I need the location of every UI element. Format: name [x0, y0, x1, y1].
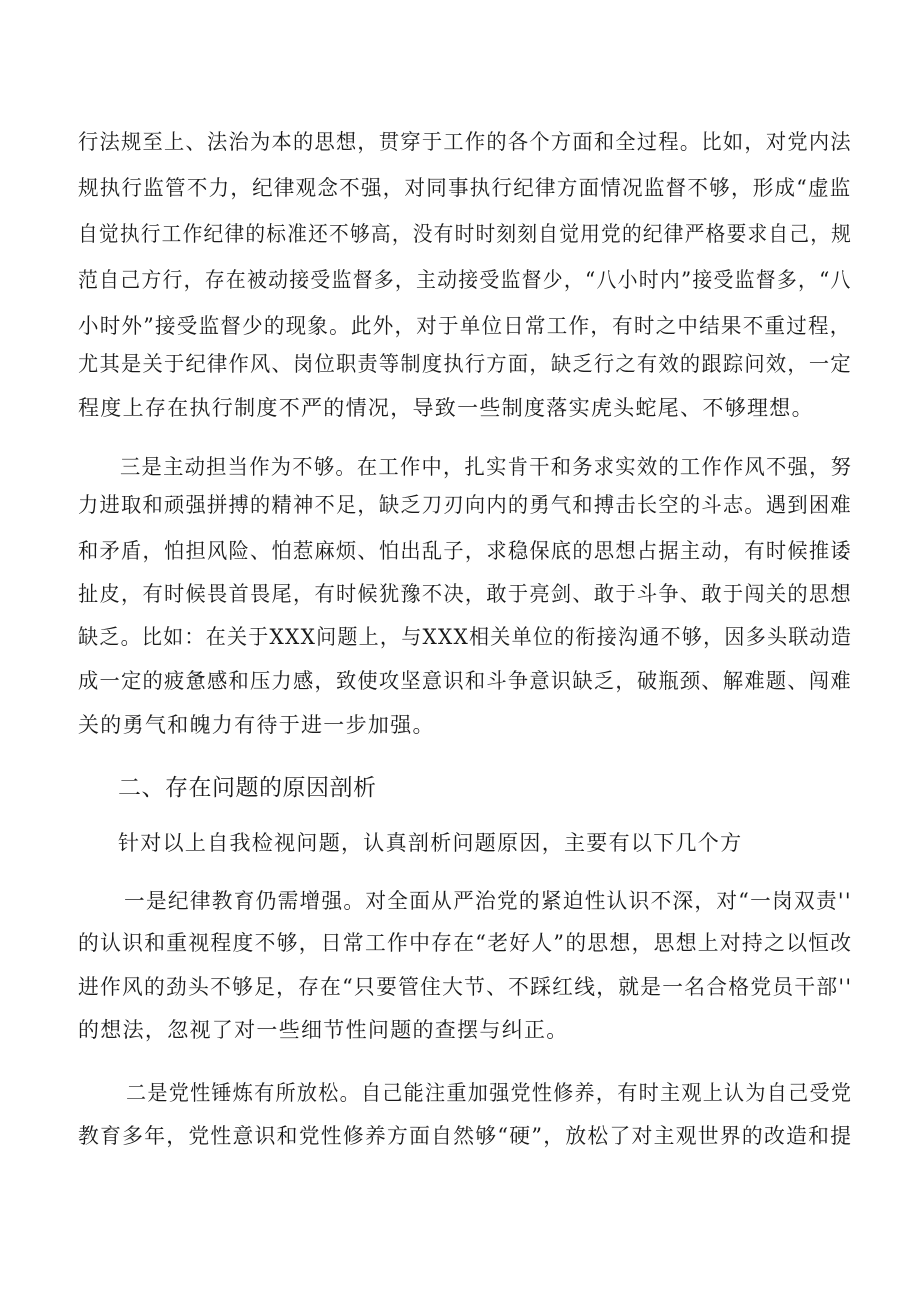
- section-heading: 二、存在问题的原因剖析: [118, 775, 377, 801]
- text-line: 规执行监管不力，纪律观念不强，对同事执行纪律方面情况监督不够，形成“虚监: [78, 176, 852, 200]
- text-line: 针对以上自我检视问题，认真剖析问题原因，主要有以下几个方: [118, 831, 743, 855]
- text-line: 关的勇气和魄力有待于进一步加强。: [78, 713, 435, 737]
- text-line: 三是主动担当作为不够。在工作中，扎实肯干和务求实效的工作作风不强，努: [120, 455, 853, 479]
- text-line: 程度上存在执行制度不严的情况，导致一些制度落实虎头蛇尾、不够理想。: [78, 396, 814, 420]
- text-line: 小时外”接受监督少的现象。此外，对于单位日常工作，有时之中结果不重过程，: [78, 314, 852, 338]
- text-line: 的想法，忽视了对一些细节性问题的查摆与纠正。: [78, 1018, 569, 1042]
- text-line: 的认识和重视程度不够，日常工作中存在“老好人”的思想，思想上对持之以恒改: [78, 931, 853, 955]
- text-line: 成一定的疲惫感和压力感，致使攻坚意识和斗争意识缺乏，破瓶颈、解难题、闯难: [78, 669, 852, 693]
- text-line: 行法规至上、法治为本的思想，贯穿于工作的各个方面和全过程。比如，对党内法: [78, 130, 852, 154]
- text-line: 二是党性锤炼有所放松。自己能注重加强党性修养，有时主观上认为自己受党: [126, 1081, 853, 1105]
- text-line: 范自己方行，存在被动接受监督多，主动接受监督少，“八小时内”接受监督多，“八: [78, 268, 852, 292]
- text-line: 和矛盾，怕担风险、怕惹麻烦、怕出乱子，求稳保底的思想占据主动，有时候推诿: [78, 539, 852, 563]
- text-line: 自觉执行工作纪律的标准还不够高，没有时时刻刻自觉用党的纪律严格要求自己，规: [78, 222, 853, 246]
- text-line: 力进取和顽强拼搏的精神不足，缺乏刀刃向内的勇气和搏击长空的斗志。遇到困难: [78, 493, 852, 517]
- text-line: 尤其是关于纪律作风、岗位职责等制度执行方面，缺乏行之有效的跟踪问效，一定: [78, 352, 852, 376]
- text-line: 教育多年，党性意识和党性修养方面自然够“硬”，放松了对主观世界的改造和提: [78, 1124, 853, 1148]
- text-line: 一是纪律教育仍需增强。对全面从严治党的紧迫性认识不深，对“一岗双责'': [124, 889, 852, 913]
- text-line: 扯皮，有时候畏首畏尾，有时候犹豫不决，敢于亮剑、敢于斗争、敢于闯关的思想: [78, 582, 852, 606]
- text-line: 缺乏。比如：在关于XXX问题上，与XXX相关单位的衔接沟通不够，因多头联动造: [78, 625, 853, 649]
- text-line: 进作风的劲头不够足，存在“只要管住大节、不踩红线，就是一名合格党员干部'': [78, 975, 853, 999]
